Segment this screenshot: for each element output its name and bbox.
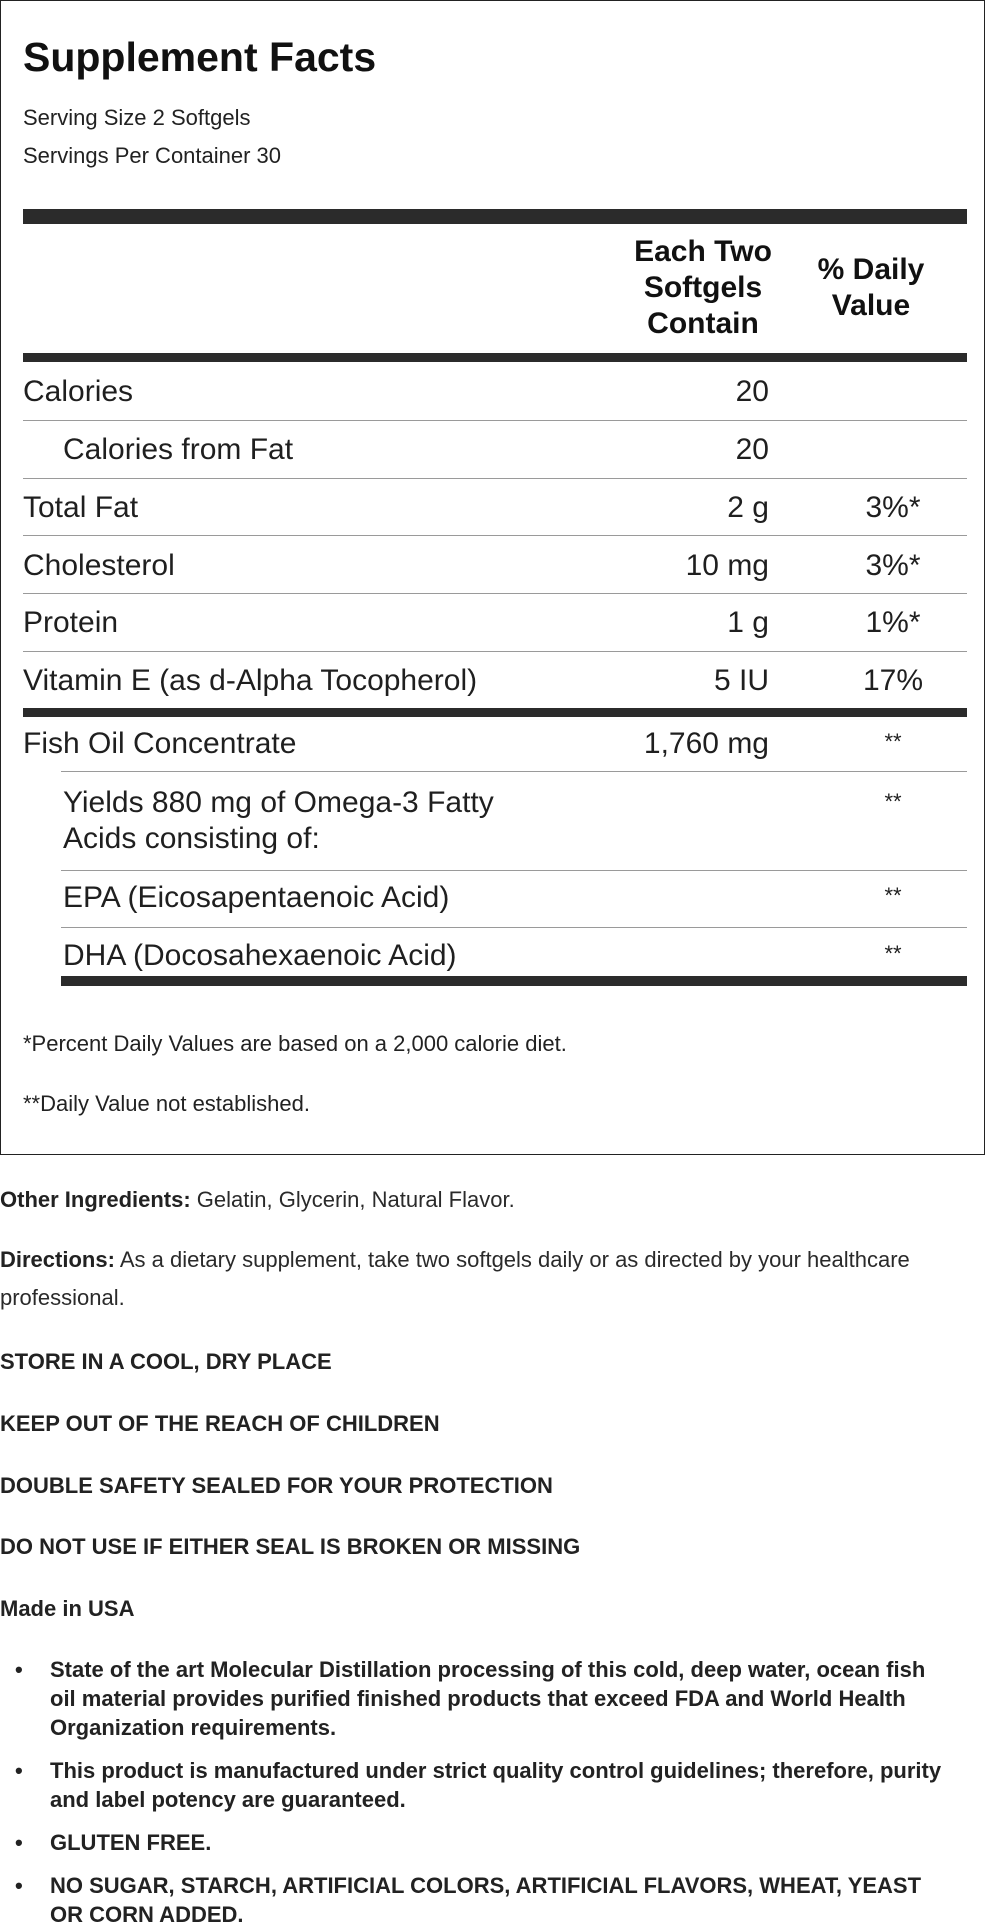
row-divider — [23, 420, 967, 421]
thick-divider-bottom — [61, 976, 967, 986]
row-divider — [23, 478, 967, 479]
ingredient-amount: 1,760 mg — [643, 727, 769, 760]
notice-keep-out: KEEP OUT OF THE REACH OF CHILDREN — [0, 1411, 440, 1436]
nutrient-daily-value: 17% — [862, 664, 924, 697]
thick-divider-header — [23, 353, 967, 362]
other-ingredients — [0, 1181, 940, 1219]
ingredient-daily-value: ** — [884, 941, 902, 966]
directions — [0, 1241, 940, 1317]
ingredient-label: Fish Oil Concentrate — [23, 727, 297, 760]
list-item: • This product is manufactured under strict quality control guidelines; therefore, purity and label potency are guaranteed. — [15, 1758, 942, 1812]
row-divider — [23, 651, 967, 652]
nutrient-daily-value: 3%* — [865, 549, 921, 582]
row-divider — [23, 535, 967, 536]
nutrient-label: Cholesterol — [23, 549, 175, 582]
ingredient-label: DHA (Docosahexaenoic Acid) — [63, 939, 457, 972]
facts-title: Supplement Facts — [23, 34, 377, 80]
ingredient-daily-value: ** — [884, 883, 902, 908]
nutrient-amount: 20 — [735, 375, 769, 408]
list-item: • GLUTEN FREE. — [15, 1830, 212, 1855]
servings-per-container: Servings Per Container 30 — [23, 143, 282, 168]
other-ingredients-text: Gelatin, Glycerin, Natural Flavor. — [190, 1187, 515, 1212]
nutrient-amount: 2 g — [727, 491, 769, 524]
amount-column-header: Each Two Softgels Contain — [634, 235, 772, 340]
row-divider — [61, 927, 967, 928]
serving-size: Serving Size 2 Softgels — [23, 105, 251, 130]
footnote-daily-values: *Percent Daily Values are based on a 2,000 calorie diet. — [23, 1031, 567, 1056]
notice-do-not-use: DO NOT USE IF EITHER SEAL IS BROKEN OR MISSING — [0, 1534, 581, 1559]
bullet-icon: • — [15, 1830, 23, 1855]
ingredient-label: EPA (Eicosapentaenoic Acid) — [63, 881, 450, 914]
thick-divider-top — [23, 209, 967, 224]
list-item: • NO SUGAR, STARCH, ARTIFICIAL COLORS, ARTIFICIAL FLAVORS, WHEAT, YEAST OR CORN ADDED. — [15, 1873, 922, 1927]
row-divider — [61, 870, 967, 871]
nutrient-amount: 20 — [735, 433, 769, 466]
nutrient-daily-value: 3%* — [865, 491, 921, 524]
nutrient-amount: 1 g — [727, 606, 769, 639]
thick-divider-middle — [23, 708, 967, 717]
bullet-icon: • — [15, 1873, 23, 1898]
nutrient-label: Total Fat — [23, 491, 139, 524]
nutrient-amount: 10 mg — [685, 549, 769, 582]
nutrient-daily-value: 1%* — [865, 606, 921, 639]
bullet-icon: • — [15, 1657, 23, 1682]
nutrient-label: Calories — [23, 375, 134, 408]
footnote-not-established: **Daily Value not established. — [23, 1091, 310, 1116]
notice-sealed: DOUBLE SAFETY SEALED FOR YOUR PROTECTION — [0, 1473, 553, 1498]
list-item: • State of the art Molecular Distillation processing of this cold, deep water, ocean fish oil material provides purified finished products that exceed FDA and World Health Organization requirements. — [15, 1657, 926, 1740]
nutrient-label: Vitamin E (as d-Alpha Tocopherol) — [23, 664, 478, 697]
ingredient-daily-value: ** — [884, 789, 902, 814]
ingredient-daily-value: ** — [884, 729, 902, 754]
ingredient-label: Yields 880 mg of Omega-3 Fatty Acids consisting of: — [63, 786, 494, 855]
made-in: Made in USA — [0, 1596, 135, 1621]
nutrient-amount: 5 IU — [713, 664, 769, 697]
bullet-icon: • — [15, 1758, 23, 1783]
row-divider — [61, 771, 967, 772]
notice-store: STORE IN A COOL, DRY PLACE — [0, 1349, 332, 1374]
row-divider — [23, 593, 967, 594]
nutrient-label: Protein — [23, 606, 119, 639]
daily-value-column-header: % Daily Value — [817, 253, 925, 322]
other-ingredients-label: Other Ingredients: — [0, 1187, 191, 1212]
nutrient-label: Calories from Fat — [63, 433, 294, 466]
directions-text: As a dietary supplement, take two softgels daily or as directed by your healthcare professional. — [0, 1247, 910, 1310]
directions-label: Directions: — [0, 1247, 115, 1272]
